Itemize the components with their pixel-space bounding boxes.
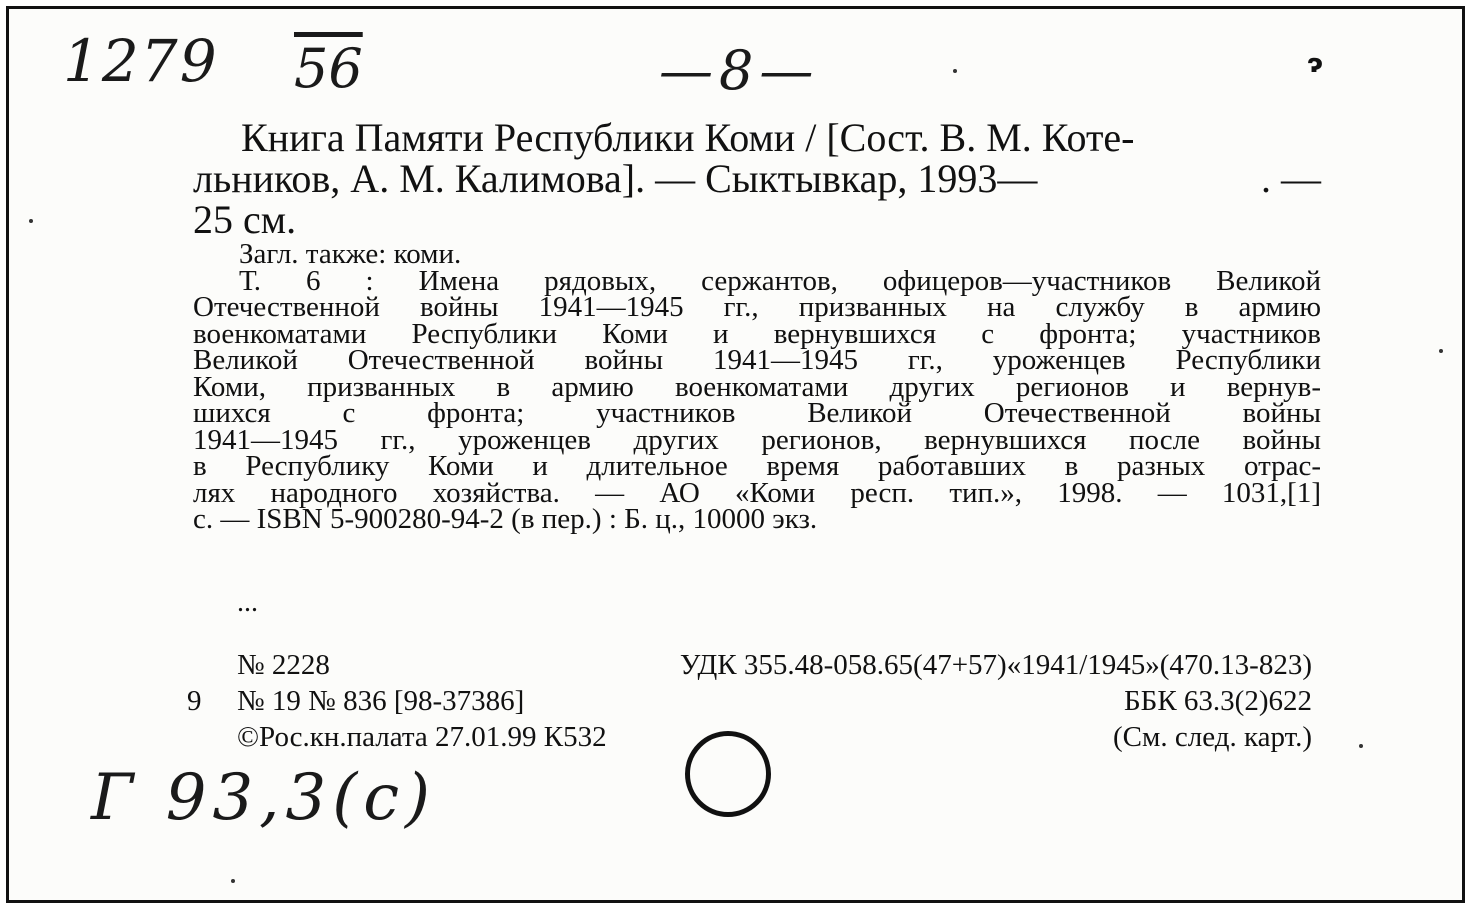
handwritten-page-mark: —8— [659,39,820,102]
title-line-1-text: Книга Памяти Республики Коми / [Сост. В. М. Коте- [241,115,1135,160]
see-next-card: (См. след. карт.) [1113,721,1312,753]
title-line-2 [193,158,1321,199]
speck [231,879,235,883]
speck [1439,349,1443,353]
body-line: лях народного хозяйства. — АО «Коми респ. тип.», 1998. — 1031,[1] [193,476,1321,509]
body-line: с. — ISBN 5-900280-94-2 (в пер.) : Б. ц., 10000 экз. [193,503,818,535]
body-line: 1941—1945 гг., уроженцев других регионов, вернувшихся после войны [193,423,1321,456]
annotation-block [193,238,1321,535]
title-block [193,117,1321,240]
handwritten-classification: Г 93,3(с) [91,761,436,835]
handwritten-secondary-number: 56 [294,37,363,100]
record-number: № 2228 [237,649,330,681]
body-line: Загл. также: коми. [239,238,462,270]
body-line: в Республику Коми и длительное время работавших в разных отрас- [193,450,1321,482]
catalog-card [6,6,1465,903]
udk-code: УДК 355.48-058.65(47+57)«1941/1945»(470.13-823) [679,649,1312,681]
body-line: военкоматами Республики Коми и вернувшихся с фронта; участников [193,317,1321,350]
card-numbers: № 19 № 836 [98-37386] [237,685,525,717]
title-line-2-end: . — [1261,156,1321,201]
body-line: Отечественной войны 1941—1945 гг., призванных на службу в армию [193,291,1321,323]
title-line-2-text: льников, А. М. Калимова]. — Сыктывкар, 1993— [193,156,1038,201]
title-line-1 [193,117,1321,158]
ellipsis: ... [237,587,258,618]
bbk-code: ББК 63.3(2)622 [1124,685,1312,717]
corner-mark: ɂ [1307,49,1323,79]
speck [1359,744,1363,748]
title-line-3-text: 25 см. [193,197,297,242]
title-line-3 [193,199,1321,240]
book-chamber-stamp: ©Рос.кн.палата 27.01.99 К532 [237,721,607,753]
body-line: Т. 6 : Имена рядовых, сержантов, офицеров—участников Великой [239,264,1321,297]
body-line: шихся с фронта; участников Великой Отечественной войны [193,397,1321,429]
punch-hole [685,731,771,817]
card-count: 9 [187,685,202,717]
handwritten-call-number: 1279 [63,27,219,95]
speck [953,69,957,73]
body-line: Великой Отечественной войны 1941—1945 гг., уроженцев Республики [193,344,1321,376]
speck [29,219,33,223]
body-line: Коми, призванных в армию военкоматами других регионов и вернув- [193,370,1321,403]
